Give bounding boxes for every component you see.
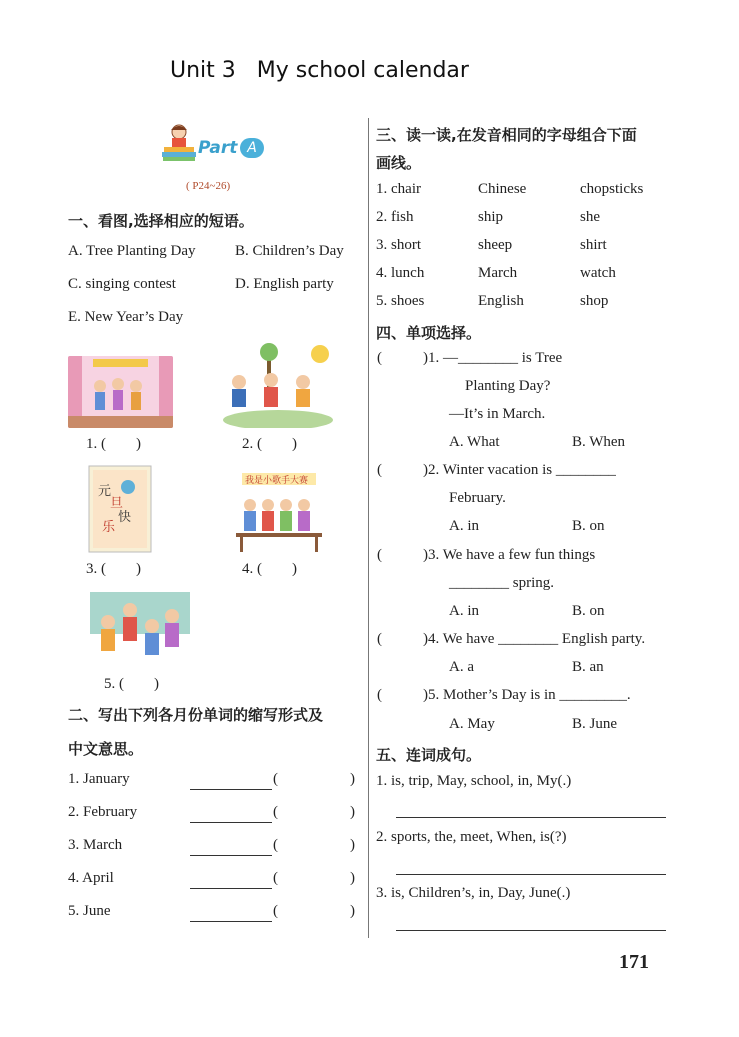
phonics-word: shop bbox=[580, 293, 609, 309]
paren-open: ( bbox=[273, 870, 278, 886]
q1-line2: Planting Day? bbox=[465, 378, 551, 394]
page-number: 171 bbox=[619, 951, 649, 973]
phonics-word: Chinese bbox=[478, 181, 527, 197]
phonics-word: sheep bbox=[478, 237, 513, 253]
q4-option-b[interactable]: B. an bbox=[572, 659, 604, 675]
q1-line3: —It’s in March. bbox=[449, 406, 546, 422]
paren-open: ( bbox=[273, 804, 278, 820]
part-letter-badge: A bbox=[240, 138, 264, 158]
phonics-word: watch bbox=[580, 265, 616, 281]
picture-4-singing-contest bbox=[236, 471, 322, 552]
option-e: E. New Year’s Day bbox=[68, 309, 184, 325]
q1-option-b[interactable]: B. When bbox=[572, 434, 626, 450]
section4-heading: 四、单项选择。 bbox=[376, 324, 482, 342]
svg-text:我是小歌手大赛: 我是小歌手大赛 bbox=[245, 476, 309, 486]
section3-heading-line2: 画线。 bbox=[376, 154, 422, 172]
picture-3-new-year-card bbox=[88, 465, 152, 553]
phonics-word: chopsticks bbox=[580, 181, 644, 197]
paren-close: ) bbox=[350, 870, 355, 886]
q2-line2: February. bbox=[449, 490, 506, 506]
paren-close: ) bbox=[350, 771, 355, 787]
answer-paren[interactable]: ( bbox=[377, 350, 382, 366]
paren-open: ( bbox=[273, 903, 278, 919]
sentence-item-3: 3. is, Children’s, in, Day, June(.) bbox=[376, 885, 571, 901]
answer-line[interactable] bbox=[396, 874, 666, 875]
phonics-word: English bbox=[478, 293, 524, 309]
section1-heading: 一、看图,选择相应的短语。 bbox=[68, 212, 254, 230]
answer-line[interactable] bbox=[190, 921, 272, 922]
answer-paren[interactable]: ( bbox=[377, 687, 382, 703]
svg-text:元: 元 bbox=[98, 484, 112, 499]
phonics-word: 2. fish bbox=[376, 209, 414, 225]
column-divider bbox=[368, 118, 369, 938]
answer-line[interactable] bbox=[190, 855, 272, 856]
month-item-5: 5. June bbox=[68, 903, 111, 919]
sentence-item-2: 2. sports, the, meet, When, is(?) bbox=[376, 829, 567, 845]
answer-paren[interactable]: ( bbox=[377, 547, 382, 563]
phonics-word: she bbox=[580, 209, 600, 225]
option-a: A. Tree Planting Day bbox=[68, 243, 196, 259]
q2-line1: )2. Winter vacation is ________ bbox=[423, 462, 616, 478]
q3-line2: ________ spring. bbox=[449, 575, 554, 591]
page-title: Unit 3 My school calendar bbox=[170, 58, 469, 83]
option-d: D. English party bbox=[235, 276, 334, 292]
answer-paren[interactable]: ( bbox=[377, 462, 382, 478]
q5-option-a[interactable]: A. May bbox=[449, 716, 495, 732]
picture-1-party bbox=[68, 356, 173, 428]
svg-text:旦: 旦 bbox=[110, 496, 124, 511]
paren-close: ) bbox=[350, 837, 355, 853]
answer-line[interactable] bbox=[190, 888, 272, 889]
paren-close: ) bbox=[350, 903, 355, 919]
phonics-word: March bbox=[478, 265, 518, 281]
month-item-1: 1. January bbox=[68, 771, 130, 787]
answer-line[interactable] bbox=[190, 789, 272, 790]
answer-line[interactable] bbox=[396, 930, 666, 931]
q1-option-a[interactable]: A. What bbox=[449, 434, 500, 450]
picture-2-tree-planting bbox=[221, 342, 335, 428]
q5-line1: )5. Mother’s Day is in _________. bbox=[423, 687, 631, 703]
phonics-word: 4. lunch bbox=[376, 265, 425, 281]
picture-1-label: 1. ( ) bbox=[86, 436, 141, 452]
option-c: C. singing contest bbox=[68, 276, 176, 292]
svg-text:快: 快 bbox=[118, 510, 132, 525]
phonics-word: 3. short bbox=[376, 237, 421, 253]
section5-heading: 五、连词成句。 bbox=[376, 746, 482, 764]
q2-option-b[interactable]: B. on bbox=[572, 518, 605, 534]
part-label: Part bbox=[198, 138, 238, 158]
picture-5-childrens-day bbox=[88, 588, 192, 666]
sentence-item-1: 1. is, trip, May, school, in, My(.) bbox=[376, 773, 572, 789]
picture-2-label: 2. ( ) bbox=[242, 436, 297, 452]
month-item-3: 3. March bbox=[68, 837, 123, 853]
month-item-4: 4. April bbox=[68, 870, 114, 886]
paren-open: ( bbox=[273, 771, 278, 787]
q3-option-b[interactable]: B. on bbox=[572, 603, 605, 619]
q1-line1: )1. —________ is Tree bbox=[423, 350, 563, 366]
phonics-word: 1. chair bbox=[376, 181, 421, 197]
phonics-word: shirt bbox=[580, 237, 607, 253]
picture-4-label: 4. ( ) bbox=[242, 561, 297, 577]
month-item-2: 2. February bbox=[68, 804, 138, 820]
answer-line[interactable] bbox=[190, 822, 272, 823]
paren-close: ) bbox=[350, 804, 355, 820]
section2-heading-line2: 中文意思。 bbox=[68, 740, 144, 758]
svg-text:乐: 乐 bbox=[102, 520, 116, 535]
section2-heading-line1: 二、写出下列各月份单词的缩写形式及 bbox=[68, 706, 324, 724]
phonics-word: 5. shoes bbox=[376, 293, 425, 309]
answer-line[interactable] bbox=[396, 817, 666, 818]
section3-heading-line1: 三、读一读,在发音相同的字母组合下面 bbox=[376, 126, 637, 144]
q3-line1: )3. We have a few fun things bbox=[423, 547, 596, 563]
phonics-word: ship bbox=[478, 209, 504, 225]
q3-option-a[interactable]: A. in bbox=[449, 603, 479, 619]
page-range: ( P24~26) bbox=[186, 180, 231, 192]
part-a-logo bbox=[160, 122, 270, 164]
q4-line1: )4. We have ________ English party. bbox=[423, 631, 646, 647]
q2-option-a[interactable]: A. in bbox=[449, 518, 479, 534]
q4-option-a[interactable]: A. a bbox=[449, 659, 474, 675]
picture-5-label: 5. ( ) bbox=[104, 676, 159, 692]
answer-paren[interactable]: ( bbox=[377, 631, 382, 647]
picture-3-label: 3. ( ) bbox=[86, 561, 141, 577]
q5-option-b[interactable]: B. June bbox=[572, 716, 617, 732]
option-b: B. Children’s Day bbox=[235, 243, 344, 259]
paren-open: ( bbox=[273, 837, 278, 853]
